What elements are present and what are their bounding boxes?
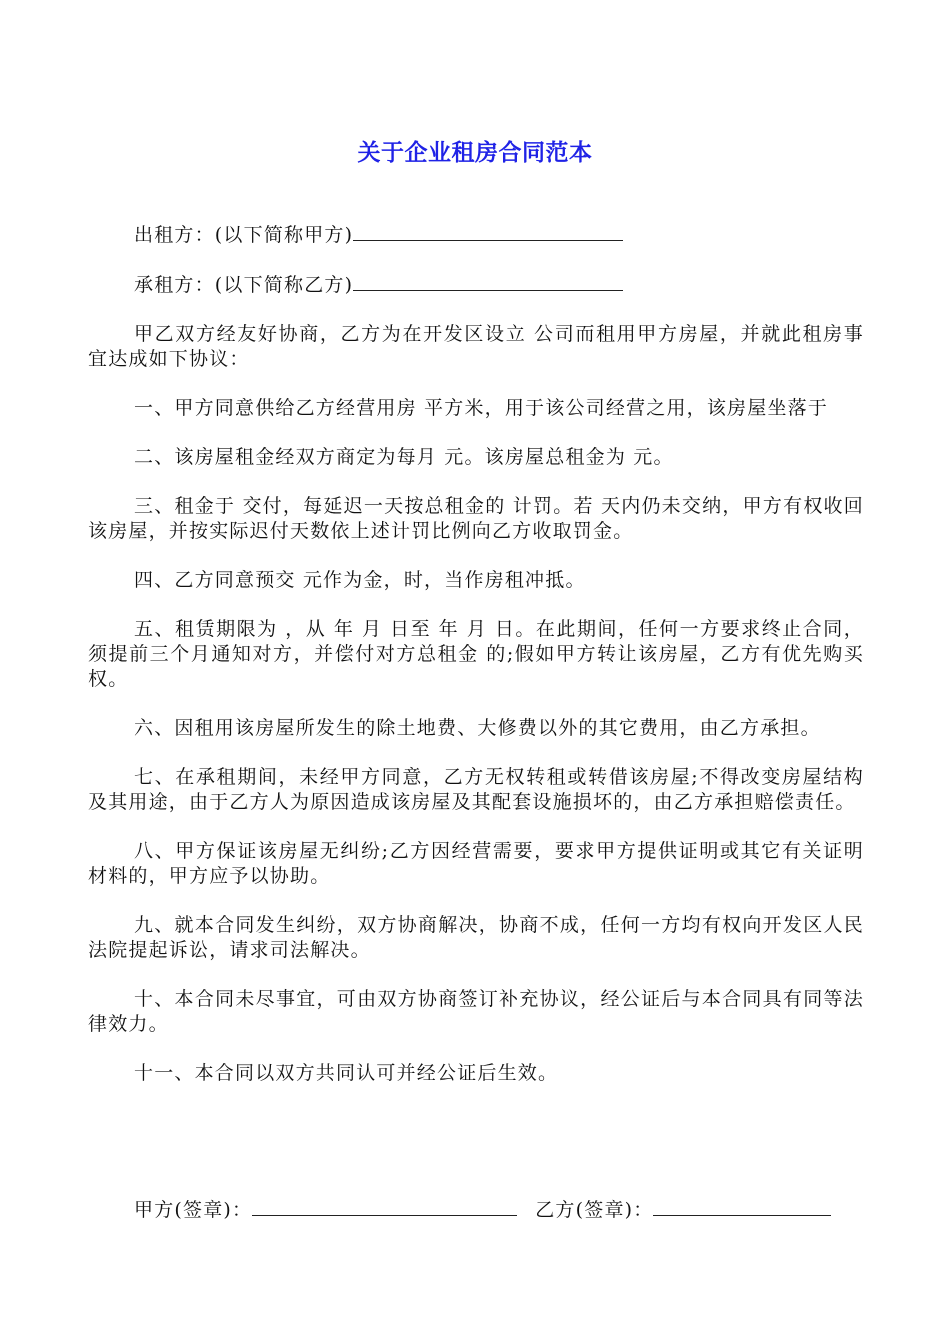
party-b-signature-blank bbox=[653, 1197, 831, 1216]
clause-11: 十一、本合同以双方共同认可并经公证后生效。 bbox=[134, 1062, 559, 1084]
lessee-line bbox=[88, 272, 864, 298]
clause-7: 七、在承租期间，未经甲方同意，乙方无权转租或转借该房屋;不得改变房屋结构及其用途，由于乙方人为原因造成该房屋及其配套设施损坏的，由乙方承担赔偿责任。 bbox=[88, 766, 864, 813]
clause-8: 八、甲方保证该房屋无纠纷;乙方因经营需要，要求甲方提供证明或其它有关证明材料的，甲方应予以协助。 bbox=[88, 840, 864, 887]
clause-10: 十、本合同未尽事宜，可由双方协商签订补充协议，经公证后与本合同具有同等法律效力。 bbox=[88, 988, 864, 1035]
party-a-signature-label: 甲方(签章)： bbox=[134, 1199, 253, 1221]
clause-1: 一、甲方同意供给乙方经营用房 平方米，用于该公司经营之用，该房屋坐落于 bbox=[134, 397, 829, 419]
clause-2: 二、该房屋租金经双方商定为每月 元。该房屋总租金为 元。 bbox=[134, 446, 674, 468]
clause-3: 三、租金于 交付，每延迟一天按总租金的 计罚。若 天内仍未交纳，甲方有权收回该房屋，并按实际迟付天数依上述计罚比例向乙方收取罚金。 bbox=[88, 495, 864, 542]
lessee-label: 承租方：(以下简称乙方) bbox=[134, 274, 354, 296]
lessee-blank bbox=[353, 272, 623, 291]
clause-9: 九、就本合同发生纠纷，双方协商解决，协商不成，任何一方均有权向开发区人民法院提起诉讼，请求司法解决。 bbox=[88, 914, 864, 961]
party-b-signature-label: 乙方(签章)： bbox=[535, 1199, 654, 1221]
lessor-label: 出租方：(以下简称甲方) bbox=[134, 224, 354, 246]
contract-body bbox=[88, 222, 864, 1110]
clause-4: 四、乙方同意预交 元作为金，时，当作房租冲抵。 bbox=[134, 569, 586, 591]
signature-row bbox=[134, 1195, 874, 1222]
lessor-blank bbox=[353, 222, 623, 241]
clause-5: 五、租赁期限为 ，从 年 月 日至 年 月 日。在此期间，任何一方要求终止合同，须提前三个月通知对方，并偿付对方总租金 的;假如甲方转让该房屋，乙方有优先购买权。 bbox=[88, 618, 864, 690]
paragraph-preamble: 甲乙双方经友好协商，乙方为在开发区设立 公司而租用甲方房屋，并就此租房事宜达成如下协议： bbox=[88, 323, 864, 370]
lessor-line bbox=[88, 222, 864, 248]
clause-6: 六、因租用该房屋所发生的除土地费、大修费以外的其它费用，由乙方承担。 bbox=[134, 717, 821, 739]
document-title: 关于企业租房合同范本 bbox=[357, 140, 593, 166]
party-a-signature-blank bbox=[252, 1197, 517, 1216]
